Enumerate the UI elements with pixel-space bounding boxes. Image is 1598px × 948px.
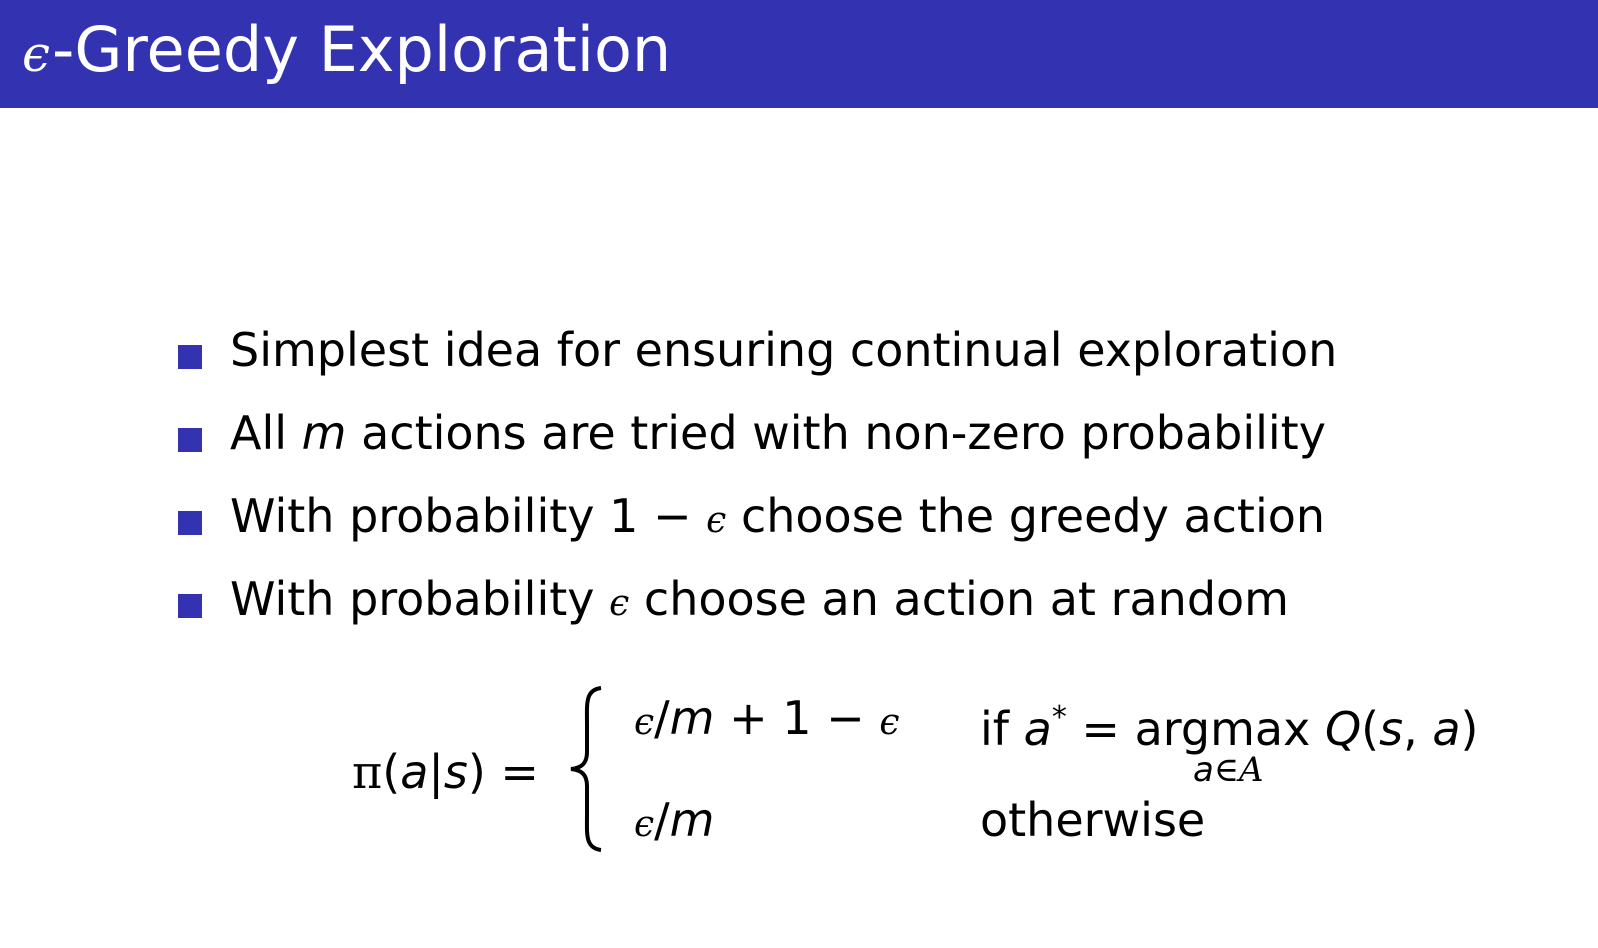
star-superscript: * [1051,700,1067,735]
equals-sign: = [485,745,539,799]
epsilon-symbol: ϵ [634,702,655,743]
bullet-epsilon: ϵ [706,500,727,541]
formula-case2-condition: otherwise [980,793,1206,847]
conditional-bar: | [428,745,444,799]
formula-case1-value [634,690,900,751]
epsilon-symbol: ϵ [879,702,900,743]
var-s: s [1379,702,1404,756]
formula-case2-value [634,792,714,853]
title-text: -Greedy Exploration [52,13,672,86]
formula-case1-condition [980,690,1478,757]
bullet-variable: m [301,406,347,460]
epsilon-symbol: ϵ [634,804,655,845]
var-m: m [669,691,715,745]
slash: / [654,691,670,745]
title-epsilon: ϵ [22,25,51,83]
left-brace-icon [565,684,615,854]
slash: / [654,793,670,847]
paren-close: ) [1460,702,1479,756]
equals-argmax: = argmax [1066,702,1325,756]
bullet-text-part: choose the greedy action [726,489,1326,543]
comma: , [1403,702,1433,756]
paren-close: ) [467,745,486,799]
var-a: a [1432,702,1461,756]
paren-open: ( [1361,702,1380,756]
pi-symbol: π [352,745,383,799]
action-set-symbol: A [1239,750,1264,790]
var-a: a [400,745,429,799]
if-text: if [980,702,1024,756]
var-a: a [1023,702,1052,756]
paren-open: ( [382,745,401,799]
bullet-text: Simplest idea for ensuring continual exploration [230,323,1338,377]
bullet-text-part: actions are tried with non-zero probability [346,406,1326,460]
argmax-subscript [1193,750,1264,790]
plus-one-minus: + 1 − [714,691,880,745]
var-Q: Q [1324,702,1362,756]
element-of-symbol: ∈ [1213,750,1240,790]
bullet-text-part: With probability [230,572,610,626]
var-m: m [669,793,715,847]
bullet-text-part: All [230,406,302,460]
bullet-epsilon: ϵ [609,583,630,624]
bullet-text-part: With probability 1 − [230,489,707,543]
var-a: a [1193,750,1214,790]
bullet-text-part: choose an action at random [629,572,1289,626]
formula-lhs [352,744,539,800]
var-s: s [443,745,468,799]
